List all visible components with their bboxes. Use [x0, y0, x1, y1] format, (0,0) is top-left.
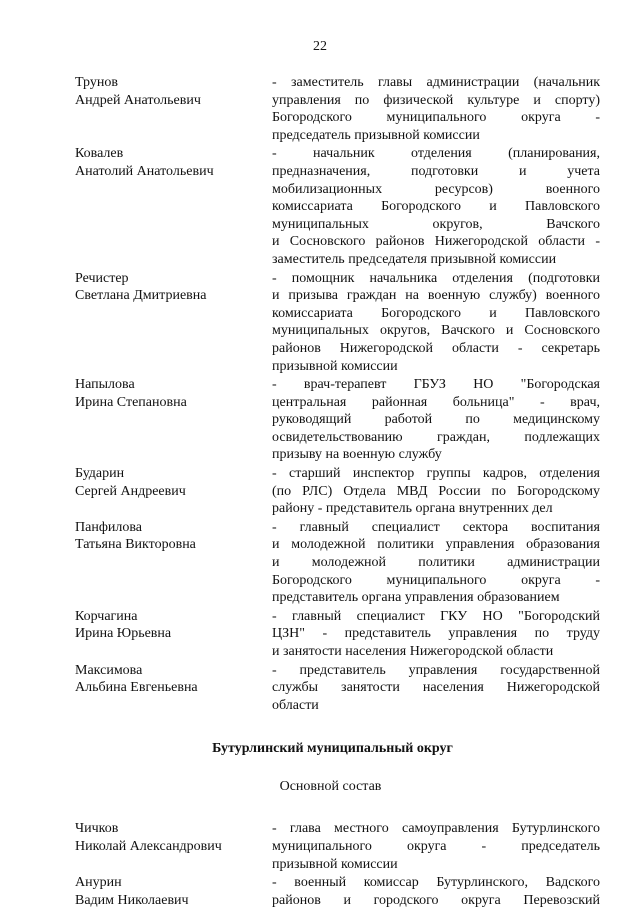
position-line: - начальник отделения (планирования,	[272, 146, 600, 162]
member-name	[75, 608, 272, 643]
position-line: Богородского муниципального округа -	[272, 110, 600, 126]
member-name	[75, 519, 272, 554]
member-entry	[75, 608, 600, 661]
member-name	[75, 74, 272, 109]
member-surname: Трунов	[75, 75, 118, 90]
member-position	[272, 376, 600, 464]
member-surname: Чичков	[75, 821, 119, 837]
commission-list-buturlinsky	[75, 820, 600, 909]
member-entry	[75, 820, 600, 873]
position-line: представитель органа управления образованием	[272, 590, 560, 606]
position-line: муниципальных округов, Вачского	[272, 216, 600, 232]
position-line: муниципальных округов, Вачского и Сосновского	[272, 323, 600, 339]
member-surname: Анурин	[75, 875, 122, 891]
member-entry	[75, 662, 600, 715]
position-line: комиссариата Богородского и Павловского	[272, 199, 600, 215]
member-name	[75, 145, 272, 180]
position-line: Богородского муниципального округа -	[272, 572, 600, 588]
member-surname: Корчагина	[75, 608, 138, 624]
member-given-names: Татьяна Викторовна	[75, 537, 196, 553]
member-given-names: Сергей Андреевич	[75, 483, 186, 499]
position-line: - старший инспектор группы кадров, отделения	[272, 466, 600, 482]
position-line: области	[272, 697, 319, 713]
member-entry	[75, 270, 600, 376]
position-line: муниципального округа - председатель	[272, 838, 600, 854]
member-given-names: Вадим Николаевич	[75, 892, 189, 908]
member-given-names: Ирина Юрьевна	[75, 626, 172, 642]
position-line: руководящий работой по медицинскому	[272, 412, 600, 428]
member-surname: Бударин	[75, 466, 125, 482]
member-position	[272, 608, 600, 661]
position-line: - глава местного самоуправления Бутурлинского	[272, 821, 600, 837]
position-line: и призыва граждан на военную службу) военного	[272, 288, 600, 304]
position-line: - врач-терапевт ГБУЗ НО "Богородская	[272, 377, 600, 393]
position-line: призывной комиссии	[272, 856, 398, 872]
position-line: комиссариата Богородского и Павловского	[272, 305, 600, 321]
position-line: - главный специалист ГКУ НО "Богородский	[272, 608, 600, 624]
position-line: - главный специалист сектора воспитания	[272, 519, 600, 535]
member-name	[75, 376, 272, 411]
member-entry	[75, 874, 600, 909]
document-body	[75, 74, 600, 909]
position-line: председатель призывной комиссии	[272, 127, 480, 143]
member-entry	[75, 519, 600, 607]
position-line: службы занятости населения Нижегородской	[272, 680, 600, 696]
position-line: - заместитель главы администрации (начальник	[272, 75, 600, 90]
position-line: районов и городского округа Перевозский	[272, 892, 600, 908]
position-line: (по РЛС) Отдела МВД России по Богородскому	[272, 483, 600, 499]
position-line: - военный комиссар Бутурлинского, Вадского	[272, 875, 600, 891]
commission-list-bogorodsky	[75, 74, 600, 714]
section-title: Бутурлинский муниципальный округ	[212, 741, 453, 757]
position-line: освидетельствованию граждан, подлежащих	[272, 429, 600, 445]
member-entry	[75, 465, 600, 518]
member-entry	[75, 74, 600, 144]
position-line: и занятости населения Нижегородской области	[272, 644, 554, 659]
position-line: - представитель управления государственной	[272, 662, 600, 678]
member-given-names: Альбина Евгеньевна	[75, 680, 198, 696]
member-surname: Напылова	[75, 377, 135, 393]
member-position	[272, 270, 600, 376]
position-line: призывной комиссии	[272, 358, 398, 374]
member-position	[272, 874, 600, 909]
member-entry	[75, 145, 600, 268]
position-line: заместитель председателя призывной комиссии	[272, 251, 557, 267]
member-name	[75, 820, 272, 855]
position-line: предназначения, подготовки и учета	[272, 163, 600, 179]
position-line: управления по физической культуре и спорту)	[272, 92, 600, 108]
member-entry	[75, 376, 600, 464]
page-number: 22	[313, 39, 327, 54]
member-position	[272, 465, 600, 518]
position-line: и молодежной политики администрации	[272, 555, 600, 571]
position-line: - помощник начальника отделения (подготовки	[272, 270, 600, 286]
member-name	[75, 662, 272, 697]
position-line: районов Нижегородской области - секретарь	[272, 340, 600, 356]
member-given-names: Николай Александрович	[75, 838, 222, 854]
section-subtitle: Основной состав	[279, 779, 382, 795]
member-name	[75, 270, 272, 305]
member-surname: Речистер	[75, 270, 129, 286]
position-line: району - представитель органа внутренних дел	[272, 501, 553, 517]
member-position	[272, 145, 600, 268]
member-given-names: Анатолий Анатольевич	[75, 163, 214, 179]
member-given-names: Ирина Степановна	[75, 394, 187, 410]
position-line: мобилизационных ресурсов) военного	[272, 181, 600, 197]
member-position	[272, 820, 600, 873]
member-position	[272, 74, 600, 144]
member-surname: Панфилова	[75, 519, 143, 535]
position-line: центральная районная больница" - врач,	[272, 394, 600, 410]
member-given-names: Светлана Дмитриевна	[75, 288, 207, 304]
member-position	[272, 662, 600, 715]
position-line: ЦЗН" - представитель управления по труду	[272, 626, 600, 642]
position-line: призыву на военную службу	[272, 447, 442, 463]
member-position	[272, 519, 600, 607]
position-line: и Сосновского районов Нижегородской области -	[272, 234, 600, 250]
member-name	[75, 874, 272, 909]
member-name	[75, 465, 272, 500]
member-surname: Ковалев	[75, 146, 124, 162]
position-line: и молодежной политики управления образования	[272, 537, 600, 553]
member-given-names: Андрей Анатольевич	[75, 92, 201, 108]
member-surname: Максимова	[75, 662, 143, 678]
